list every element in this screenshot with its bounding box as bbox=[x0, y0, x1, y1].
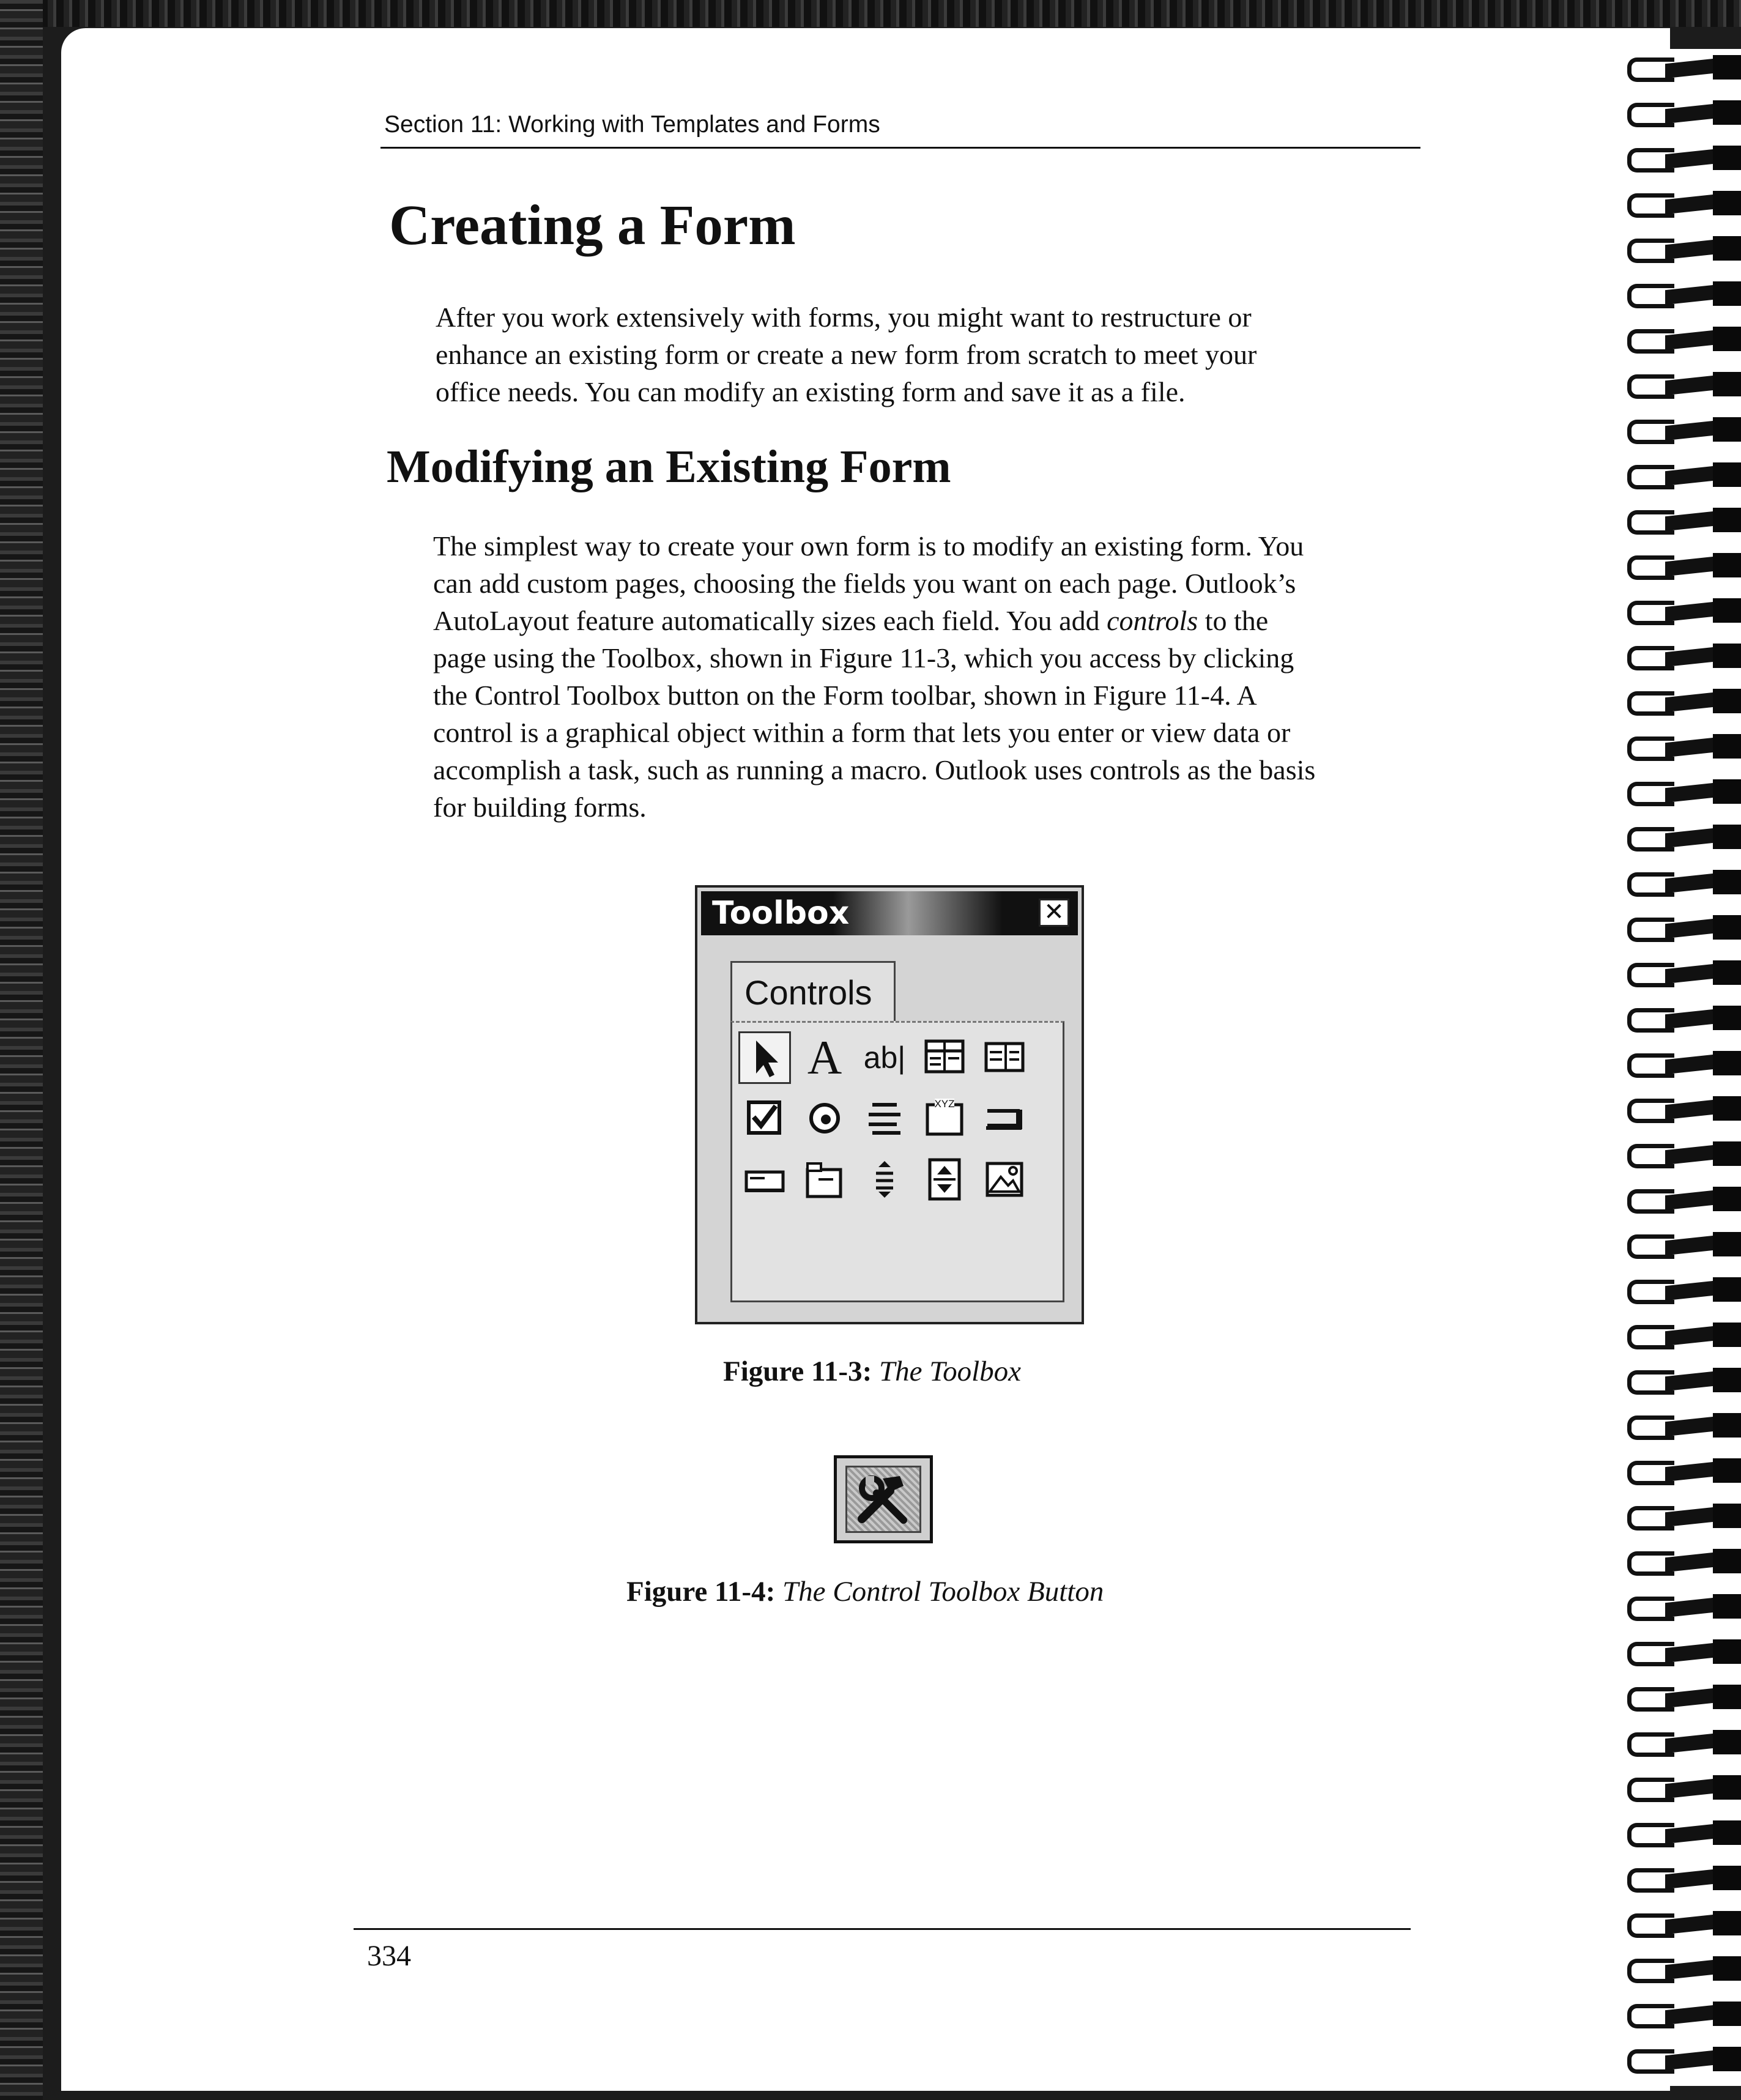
coil-slot bbox=[1713, 372, 1741, 396]
spiral-coil bbox=[1627, 1685, 1737, 1709]
coil-slot bbox=[1713, 1639, 1741, 1664]
scrollbar-icon[interactable] bbox=[858, 1154, 911, 1206]
coil-slot bbox=[1713, 779, 1741, 804]
body-line: page using the Toolbox, shown in Figure 11-3, which you access by clicking bbox=[433, 642, 1294, 673]
toggle-button-icon[interactable] bbox=[858, 1093, 911, 1145]
spiral-coil bbox=[1627, 1051, 1737, 1075]
scan-edge-left bbox=[0, 0, 43, 2100]
controls-panel bbox=[730, 1021, 1064, 1302]
coil-slot bbox=[1713, 644, 1741, 668]
coil-slot bbox=[1713, 281, 1741, 306]
spiral-coil bbox=[1627, 281, 1737, 306]
spiral-coil bbox=[1627, 1639, 1737, 1664]
figure-11-4-title: The Control Toolbox Button bbox=[782, 1576, 1104, 1608]
spiral-coil bbox=[1627, 1458, 1737, 1483]
label-icon[interactable] bbox=[798, 1031, 851, 1084]
spiral-coil bbox=[1627, 372, 1737, 396]
coil-slot bbox=[1713, 55, 1741, 80]
frame-icon[interactable] bbox=[918, 1093, 971, 1145]
scan-edge-top bbox=[0, 0, 1741, 27]
coil-slot bbox=[1713, 1368, 1741, 1392]
coil-slot bbox=[1713, 1866, 1741, 1890]
coil-slot bbox=[1713, 960, 1741, 985]
body-line: accomplish a task, such as running a macro. Outlook uses controls as the basis bbox=[433, 754, 1316, 785]
coil-slot bbox=[1713, 734, 1741, 759]
spiral-coil bbox=[1627, 191, 1737, 215]
figure-11-4-caption bbox=[626, 1575, 1104, 1608]
controls-term: controls bbox=[1107, 605, 1198, 636]
textbox-icon[interactable] bbox=[858, 1031, 911, 1084]
spiral-coil bbox=[1627, 1006, 1737, 1030]
spiral-coil bbox=[1627, 236, 1737, 261]
body-line: control is a graphical object within a form that lets you enter or view data or bbox=[433, 717, 1291, 748]
checkbox-icon[interactable] bbox=[738, 1093, 791, 1145]
spiral-coil bbox=[1627, 1730, 1737, 1754]
spiral-coil bbox=[1627, 1323, 1737, 1347]
spiral-coil bbox=[1627, 146, 1737, 170]
footer-rule bbox=[354, 1928, 1411, 1930]
coil-slot bbox=[1713, 1187, 1741, 1211]
coil-slot bbox=[1713, 1051, 1741, 1075]
coil-slot bbox=[1713, 1685, 1741, 1709]
tabstrip-icon[interactable] bbox=[738, 1154, 791, 1206]
toolbox-titlebar bbox=[701, 891, 1078, 935]
coil-slot bbox=[1713, 462, 1741, 487]
spiral-coil bbox=[1627, 825, 1737, 849]
spiral-coil bbox=[1627, 1368, 1737, 1392]
section-header: Section 11: Working with Templates and Forms bbox=[384, 111, 880, 138]
spinbutton-icon[interactable] bbox=[918, 1154, 971, 1206]
spiral-coil bbox=[1627, 915, 1737, 940]
spiral-coil bbox=[1627, 100, 1737, 125]
coil-slot bbox=[1713, 1730, 1741, 1754]
spiral-coil bbox=[1627, 734, 1737, 759]
coil-slot bbox=[1713, 1006, 1741, 1030]
figure-11-4-label: Figure 11-4: bbox=[626, 1576, 776, 1608]
spiral-coil bbox=[1627, 1549, 1737, 1573]
coil-slot bbox=[1713, 1232, 1741, 1256]
coil-slot bbox=[1713, 1458, 1741, 1483]
coil-slot bbox=[1713, 915, 1741, 940]
figure-11-3-label: Figure 11-3: bbox=[723, 1356, 872, 1387]
coil-slot bbox=[1713, 1141, 1741, 1166]
spiral-coil bbox=[1627, 1187, 1737, 1211]
spiral-coil bbox=[1627, 417, 1737, 442]
coil-slot bbox=[1713, 1277, 1741, 1302]
combobox-icon[interactable] bbox=[918, 1031, 971, 1084]
coil-slot bbox=[1713, 327, 1741, 351]
spiral-coil bbox=[1627, 1820, 1737, 1845]
body-line: for building forms. bbox=[433, 792, 647, 823]
coil-slot bbox=[1713, 2047, 1741, 2071]
close-icon[interactable]: ✕ bbox=[1039, 899, 1069, 927]
body-line: the Control Toolbox button on the Form toolbar, shown in Figure 11-4. A bbox=[433, 680, 1257, 711]
option-button-icon[interactable] bbox=[798, 1093, 851, 1145]
section-subheading: Modifying an Existing Form bbox=[387, 441, 951, 492]
spiral-coil bbox=[1627, 1096, 1737, 1121]
coil-slot bbox=[1713, 508, 1741, 532]
coil-slot bbox=[1713, 417, 1741, 442]
control-toolbox-button[interactable] bbox=[834, 1455, 933, 1543]
command-button-icon[interactable] bbox=[978, 1093, 1031, 1145]
spiral-binding bbox=[1621, 49, 1741, 2086]
header-rule bbox=[380, 147, 1420, 149]
tab-controls[interactable] bbox=[730, 961, 896, 1022]
coil-slot bbox=[1713, 1820, 1741, 1845]
coil-slot bbox=[1713, 100, 1741, 125]
coil-slot bbox=[1713, 1775, 1741, 1800]
coil-slot bbox=[1713, 1096, 1741, 1121]
spiral-coil bbox=[1627, 2047, 1737, 2071]
coil-slot bbox=[1713, 825, 1741, 849]
coil-slot bbox=[1713, 1549, 1741, 1573]
textbox-glyph: ab| bbox=[863, 1041, 906, 1075]
body-line-text: AutoLayout feature automatically sizes each field. You add bbox=[433, 605, 1100, 636]
page-number: 334 bbox=[367, 1940, 411, 1972]
spiral-coil bbox=[1627, 1141, 1737, 1166]
spiral-coil bbox=[1627, 1232, 1737, 1256]
coil-slot bbox=[1713, 1323, 1741, 1347]
intro-line: enhance an existing form or create a new form from scratch to meet your bbox=[436, 339, 1257, 370]
coil-slot bbox=[1713, 191, 1741, 215]
hammer-wrench-icon bbox=[847, 1467, 919, 1531]
spiral-coil bbox=[1627, 462, 1737, 487]
body-line: can add custom pages, choosing the fields you want on each page. Outlook’s bbox=[433, 568, 1296, 599]
intro-line: office needs. You can modify an existing form and save it as a file. bbox=[436, 376, 1186, 407]
coil-slot bbox=[1713, 553, 1741, 577]
spiral-coil bbox=[1627, 55, 1737, 80]
spiral-coil bbox=[1627, 508, 1737, 532]
figure-11-3-caption bbox=[723, 1355, 1021, 1388]
coil-slot bbox=[1713, 1504, 1741, 1528]
body-line bbox=[433, 602, 1412, 639]
coil-slot bbox=[1713, 1911, 1741, 1935]
control-toolbox-button-face bbox=[845, 1466, 921, 1533]
coil-slot bbox=[1713, 2002, 1741, 2026]
listbox-icon[interactable] bbox=[978, 1031, 1031, 1084]
coil-slot bbox=[1713, 598, 1741, 623]
spiral-coil bbox=[1627, 1866, 1737, 1890]
coil-slot bbox=[1713, 870, 1741, 894]
spiral-coil bbox=[1627, 1413, 1737, 1438]
spiral-coil bbox=[1627, 870, 1737, 894]
coil-slot bbox=[1713, 236, 1741, 261]
coil-slot bbox=[1713, 146, 1741, 170]
spiral-coil bbox=[1627, 1956, 1737, 1981]
label-glyph: A bbox=[807, 1031, 842, 1084]
spiral-coil bbox=[1627, 1277, 1737, 1302]
toolbox-title: Toolbox bbox=[712, 895, 850, 932]
spiral-coil bbox=[1627, 1775, 1737, 1800]
coil-slot bbox=[1713, 689, 1741, 713]
spiral-coil bbox=[1627, 1504, 1737, 1528]
spiral-coil bbox=[1627, 644, 1737, 668]
svg-text:XYZ: XYZ bbox=[934, 1098, 955, 1110]
spiral-coil bbox=[1627, 1594, 1737, 1619]
page-title: Creating a Form bbox=[389, 194, 796, 257]
intro-paragraph bbox=[436, 299, 1390, 410]
figure-11-3-title: The Toolbox bbox=[879, 1356, 1021, 1387]
spiral-coil bbox=[1627, 689, 1737, 713]
toolbox-window bbox=[695, 885, 1084, 1324]
multipage-icon[interactable] bbox=[798, 1154, 851, 1206]
spiral-coil bbox=[1627, 1911, 1737, 1935]
body-paragraph bbox=[433, 527, 1412, 826]
spiral-coil bbox=[1627, 553, 1737, 577]
coil-slot bbox=[1713, 1413, 1741, 1438]
spiral-coil bbox=[1627, 598, 1737, 623]
coil-slot bbox=[1713, 1594, 1741, 1619]
coil-slot bbox=[1713, 1956, 1741, 1981]
spiral-coil bbox=[1627, 2002, 1737, 2026]
tab-controls-label: Controls bbox=[744, 973, 872, 1012]
intro-line: After you work extensively with forms, you might want to restructure or bbox=[436, 302, 1252, 333]
select-objects-icon[interactable] bbox=[738, 1031, 791, 1084]
image-icon[interactable] bbox=[978, 1154, 1031, 1206]
body-line-text: to the bbox=[1198, 605, 1269, 636]
spiral-coil bbox=[1627, 327, 1737, 351]
spiral-coil bbox=[1627, 779, 1737, 804]
spiral-coil bbox=[1627, 960, 1737, 985]
body-line: The simplest way to create your own form is to modify an existing form. You bbox=[433, 530, 1304, 562]
